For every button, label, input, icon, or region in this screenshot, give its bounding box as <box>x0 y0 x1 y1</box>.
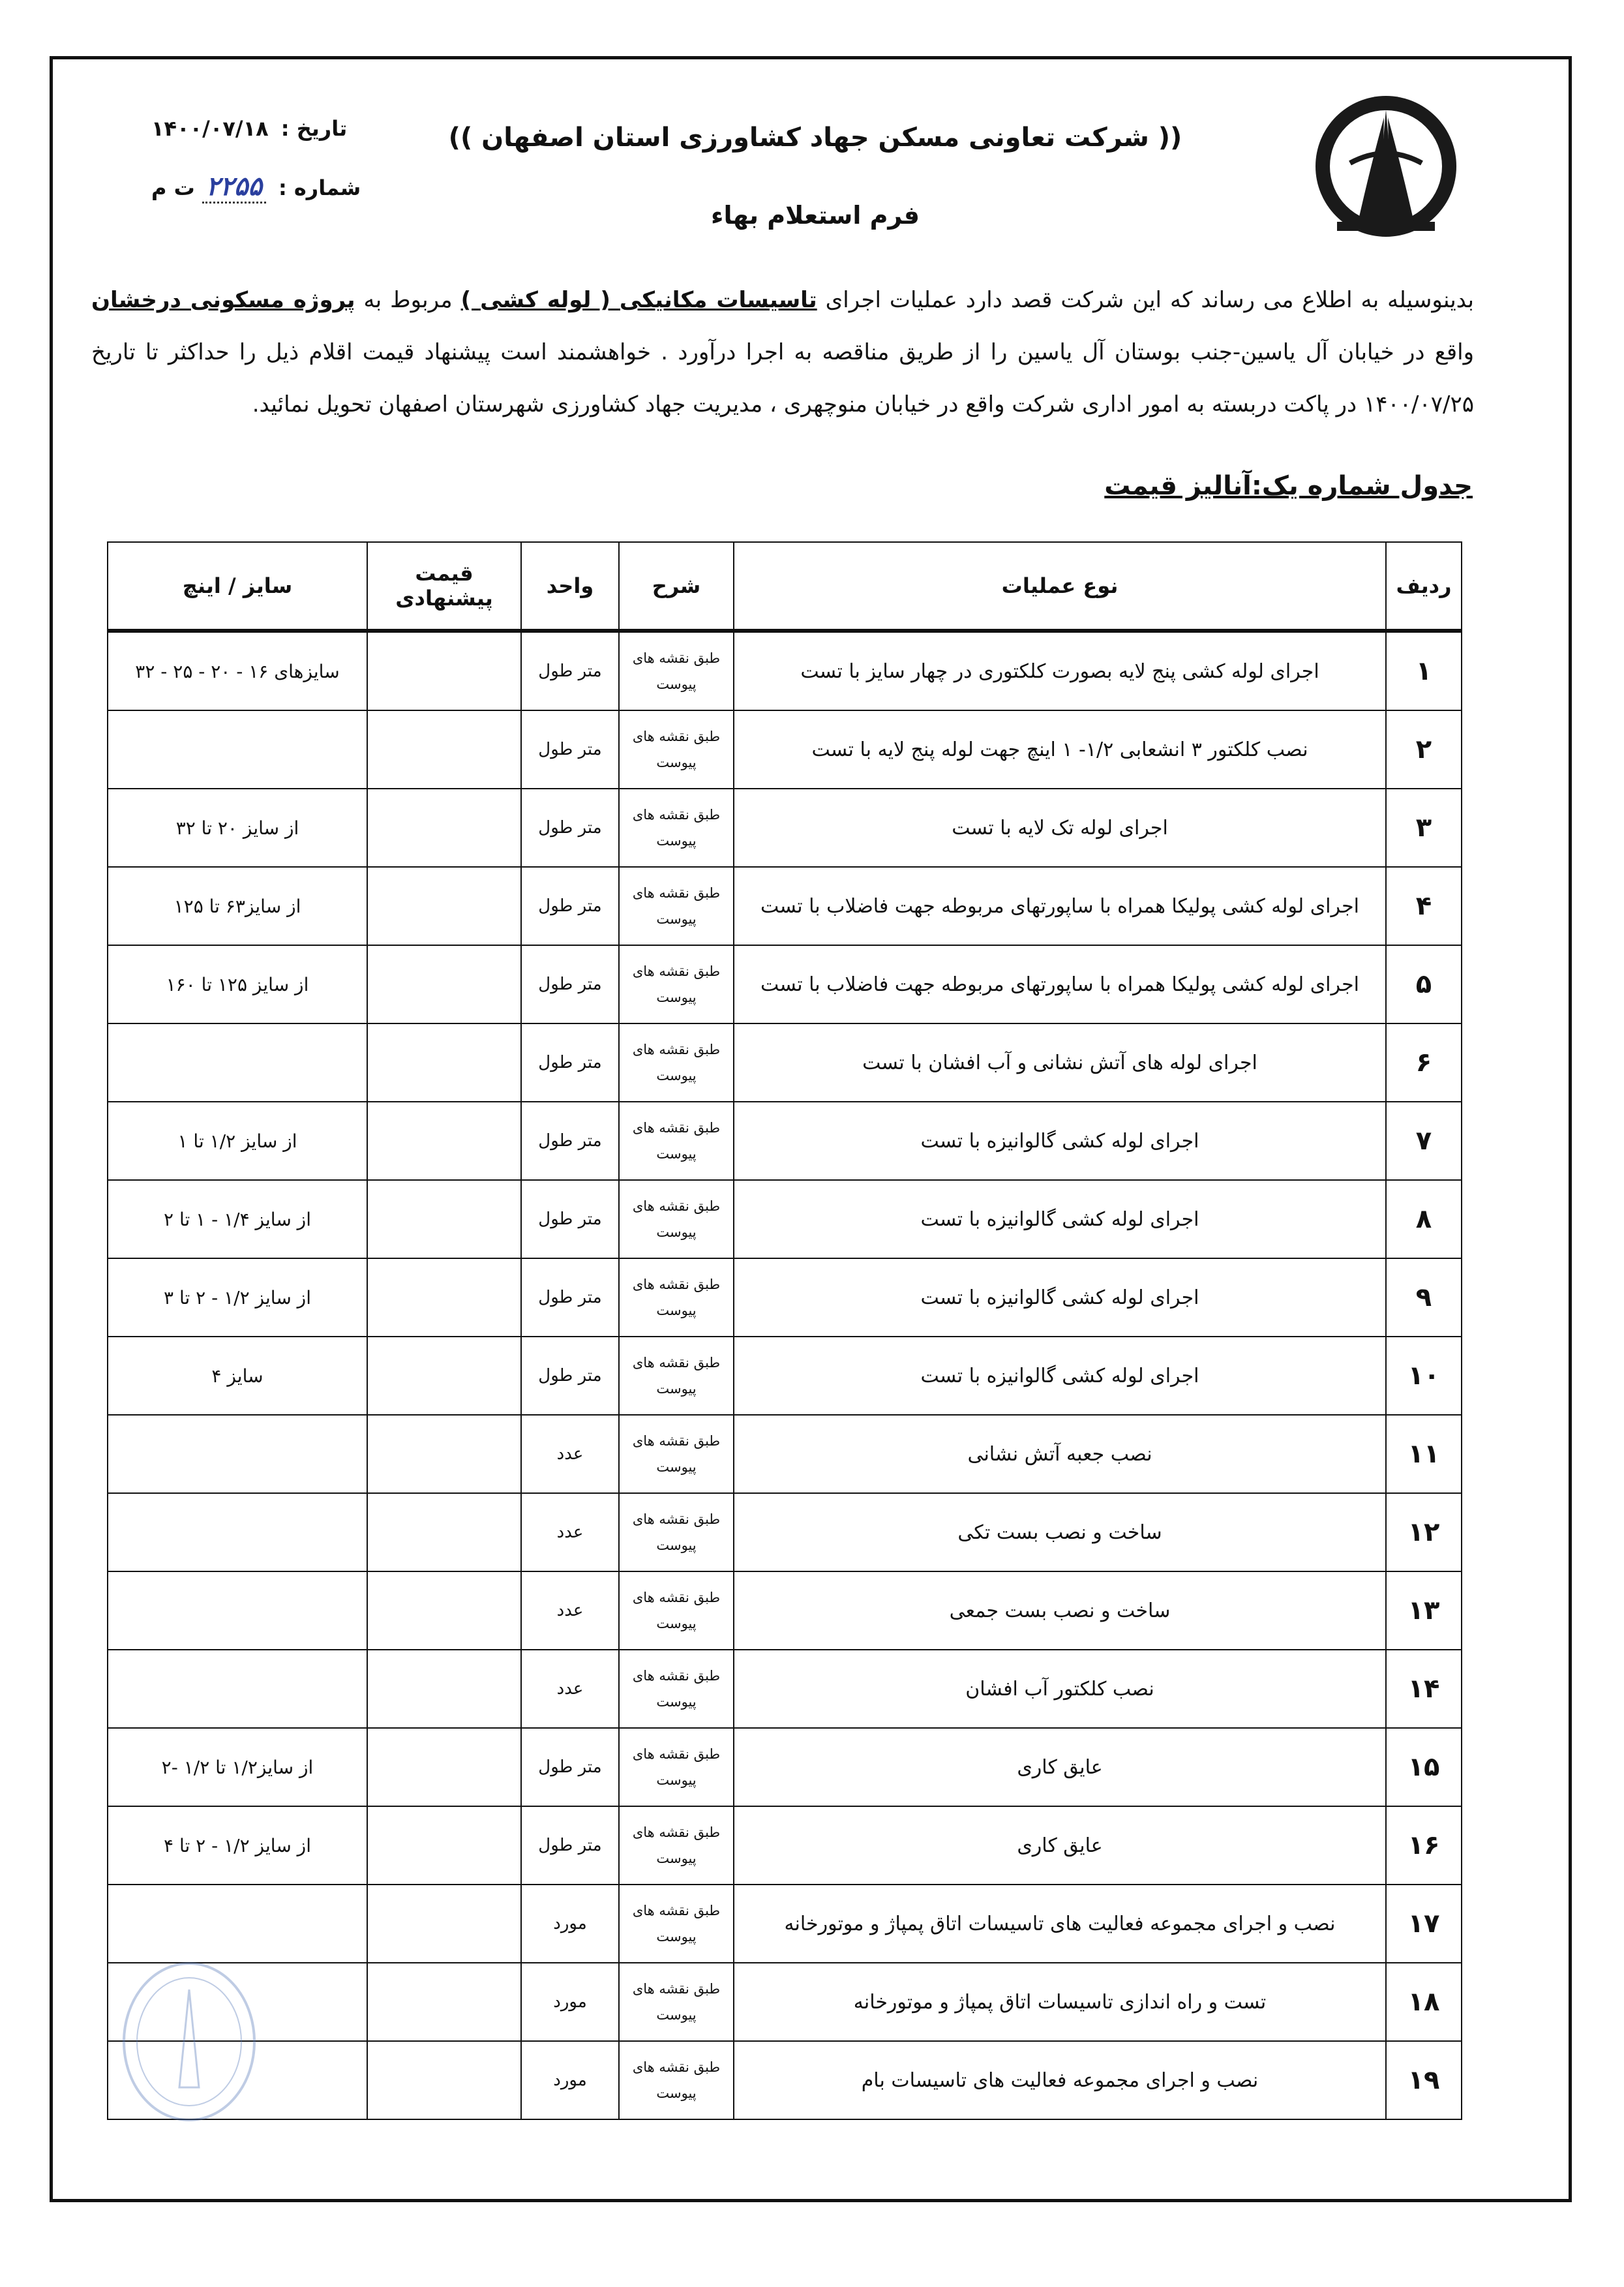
operation-cell: عایق کاری <box>734 1806 1386 1885</box>
row-number-cell: ۶ <box>1386 1023 1462 1102</box>
unit-cell: عدد <box>521 1415 619 1493</box>
size-cell: از سایز ۱/۲ - ۲ تا ۴ <box>108 1806 367 1885</box>
row-number-cell: ۳ <box>1386 789 1462 867</box>
size-cell: از سایز ۱۲۵ تا ۱۶۰ <box>108 945 367 1023</box>
operation-cell: نصب کلکتور ۳ انشعابی ۱/۲- ۱ اینچ جهت لوله پنج لایه با تست <box>734 710 1386 789</box>
table-header-row <box>108 542 1462 631</box>
description-cell: طبق نقشه های پیوست <box>619 2041 734 2119</box>
operation-cell: اجرای لوله کشی گالوانیزه با تست <box>734 1180 1386 1258</box>
operation-cell: اجرای لوله های آتش نشانی و آب افشان با تست <box>734 1023 1386 1102</box>
header-description: شرح <box>619 542 734 631</box>
operation-cell: اجرای لوله تک لایه با تست <box>734 789 1386 867</box>
row-number-cell: ۱۲ <box>1386 1493 1462 1571</box>
unit-cell: متر طول <box>521 789 619 867</box>
table-row <box>108 1415 1462 1493</box>
proposed-price-cell <box>367 867 521 945</box>
unit-cell: متر طول <box>521 1023 619 1102</box>
size-cell: از سایز ۲۰ تا ۳۲ <box>108 789 367 867</box>
proposed-price-cell <box>367 1023 521 1102</box>
description-cell: طبق نقشه های پیوست <box>619 1023 734 1102</box>
unit-cell: متر طول <box>521 1806 619 1885</box>
size-cell: از سایز۶۳ تا ۱۲۵ <box>108 867 367 945</box>
description-cell: طبق نقشه های پیوست <box>619 1415 734 1493</box>
row-number-cell: ۸ <box>1386 1180 1462 1258</box>
proposed-price-cell <box>367 1102 521 1180</box>
operation-cell: نصب و اجرای مجموعه فعالیت های تاسیسات بام <box>734 2041 1386 2119</box>
unit-cell: متر طول <box>521 1337 619 1415</box>
operation-cell: نصب کلکتور آب افشان <box>734 1650 1386 1728</box>
operation-cell: اجرای لوله کشی پولیکا همراه با ساپورتهای مربوطه جهت فاضلاب با تست <box>734 945 1386 1023</box>
unit-cell: عدد <box>521 1571 619 1650</box>
intro-highlight-project-name: پروژه مسکونی درخشان <box>91 287 355 313</box>
table-row <box>108 1650 1462 1728</box>
table-row <box>108 1180 1462 1258</box>
description-cell: طبق نقشه های پیوست <box>619 1728 734 1806</box>
proposed-price-cell <box>367 1650 521 1728</box>
operation-cell: اجرای لوله کشی پولیکا همراه با ساپورتهای مربوطه جهت فاضلاب با تست <box>734 867 1386 945</box>
number-suffix: ت م <box>151 175 195 200</box>
size-cell: سایز ۴ <box>108 1337 367 1415</box>
description-cell: طبق نقشه های پیوست <box>619 1571 734 1650</box>
proposed-price-cell <box>367 1180 521 1258</box>
unit-cell: مورد <box>521 1885 619 1963</box>
proposed-price-cell <box>367 789 521 867</box>
proposed-price-cell <box>367 710 521 789</box>
table-body <box>108 631 1462 2119</box>
date-value: ۱۴۰۰/۰۷/۱۸ <box>151 116 269 141</box>
operation-cell: ساخت و نصب بست جمعی <box>734 1571 1386 1650</box>
proposed-price-cell <box>367 1337 521 1415</box>
table-row <box>108 631 1462 710</box>
intro-part-3: واقع در خیابان آل یاسین-جنب بوستان آل یاسین را از طریق مناقصه به اجرا درآورد . خواهشمند است پیشنهاد قیمت اقلام ذیل را حداکثر تا تاریخ ۱۴۰۰/۰۷/۲۵ در پاکت دربسته به امور اداری شرکت واقع در خیابان منوچهری ، مدیریت جهاد کشاورزی شهرستان اصفهان تحویل نمائید. <box>91 339 1474 417</box>
table-row <box>108 1885 1462 1963</box>
row-number-cell: ۷ <box>1386 1102 1462 1180</box>
operation-cell: اجرای لوله کشی پنج لایه بصورت کلکتوری در چهار سایز با تست <box>734 631 1386 710</box>
size-cell <box>108 1650 367 1728</box>
row-number-cell: ۴ <box>1386 867 1462 945</box>
date-line <box>151 116 347 141</box>
table-row <box>108 1102 1462 1180</box>
intro-part-2: مربوط به <box>355 287 461 313</box>
size-cell <box>108 1571 367 1650</box>
description-cell: طبق نقشه های پیوست <box>619 710 734 789</box>
table-row <box>108 789 1462 867</box>
description-cell: طبق نقشه های پیوست <box>619 945 734 1023</box>
size-cell: از سایز ۱/۲ تا ۱ <box>108 1102 367 1180</box>
operation-cell: نصب و اجرای مجموعه فعالیت های تاسیسات اتاق پمپاژ و موتورخانه <box>734 1885 1386 1963</box>
description-cell: طبق نقشه های پیوست <box>619 631 734 710</box>
description-cell: طبق نقشه های پیوست <box>619 1963 734 2041</box>
organization-title: (( شرکت تعاونی مسکن جهاد کشاورزی استان اصفهان )) <box>448 123 1182 153</box>
row-number-cell: ۱ <box>1386 631 1462 710</box>
table-row <box>108 710 1462 789</box>
proposed-price-cell <box>367 1806 521 1885</box>
table-row <box>108 1023 1462 1102</box>
number-label: شماره : <box>278 175 361 200</box>
proposed-price-cell <box>367 1493 521 1571</box>
description-cell: طبق نقشه های پیوست <box>619 1258 734 1337</box>
proposed-price-cell <box>367 2041 521 2119</box>
unit-cell: عدد <box>521 1493 619 1571</box>
table-row <box>108 1493 1462 1571</box>
table-row <box>108 1337 1462 1415</box>
description-cell: طبق نقشه های پیوست <box>619 1337 734 1415</box>
table-row <box>108 2041 1462 2119</box>
size-cell <box>108 1415 367 1493</box>
size-cell: از سایز ۱/۴ - ۱ تا ۲ <box>108 1180 367 1258</box>
row-number-cell: ۲ <box>1386 710 1462 789</box>
description-cell: طبق نقشه های پیوست <box>619 1180 734 1258</box>
proposed-price-cell <box>367 631 521 710</box>
unit-cell: مورد <box>521 2041 619 2119</box>
unit-cell: متر طول <box>521 710 619 789</box>
operation-cell: نصب جعبه آتش نشانی <box>734 1415 1386 1493</box>
unit-cell: متر طول <box>521 1102 619 1180</box>
proposed-price-cell <box>367 1258 521 1337</box>
description-cell: طبق نقشه های پیوست <box>619 867 734 945</box>
table-row <box>108 1258 1462 1337</box>
description-cell: طبق نقشه های پیوست <box>619 1885 734 1963</box>
size-cell <box>108 1493 367 1571</box>
unit-cell: متر طول <box>521 1180 619 1258</box>
operation-cell: تست و راه اندازی تاسیسات اتاق پمپاژ و موتورخانه <box>734 1963 1386 2041</box>
description-cell: طبق نقشه های پیوست <box>619 1806 734 1885</box>
proposed-price-cell <box>367 1571 521 1650</box>
proposed-price-cell <box>367 1415 521 1493</box>
section-heading: جدول شماره یک:آنالیز قیمت <box>1104 471 1473 501</box>
header-operation-type: نوع عملیات <box>734 542 1386 631</box>
row-number-cell: ۹ <box>1386 1258 1462 1337</box>
row-number-cell: ۱۴ <box>1386 1650 1462 1728</box>
unit-cell: متر طول <box>521 1258 619 1337</box>
description-cell: طبق نقشه های پیوست <box>619 1102 734 1180</box>
size-cell <box>108 1023 367 1102</box>
number-value: ۲۲۵۵ <box>202 171 266 204</box>
unit-cell: متر طول <box>521 1728 619 1806</box>
header-row-number: ردیف <box>1386 542 1462 631</box>
row-number-cell: ۱۰ <box>1386 1337 1462 1415</box>
row-number-cell: ۱۶ <box>1386 1806 1462 1885</box>
size-cell: سایزهای ۱۶ - ۲۰ - ۲۵ - ۳۲ <box>108 631 367 710</box>
table-row <box>108 1963 1462 2041</box>
description-cell: طبق نقشه های پیوست <box>619 1493 734 1571</box>
size-cell <box>108 1885 367 1963</box>
proposed-price-cell <box>367 1885 521 1963</box>
unit-cell: متر طول <box>521 631 619 710</box>
row-number-cell: ۱۵ <box>1386 1728 1462 1806</box>
operation-cell: اجرای لوله کشی گالوانیزه با تست <box>734 1258 1386 1337</box>
intro-highlight-project-type: تاسیسات مکانیکی ( لوله کشی ) <box>460 287 817 313</box>
operation-cell: اجرای لوله کشی گالوانیزه با تست <box>734 1337 1386 1415</box>
description-cell: طبق نقشه های پیوست <box>619 1650 734 1728</box>
date-label: تاریخ : <box>280 116 348 141</box>
table-row <box>108 1571 1462 1650</box>
header-proposed-price: قیمت پیشنهادی <box>367 542 521 631</box>
unit-cell: عدد <box>521 1650 619 1728</box>
table-row <box>108 1728 1462 1806</box>
intro-paragraph <box>91 274 1474 431</box>
tower-logo-icon <box>1311 91 1461 241</box>
table-row <box>108 945 1462 1023</box>
unit-cell: مورد <box>521 1963 619 2041</box>
proposed-price-cell <box>367 945 521 1023</box>
row-number-cell: ۱۸ <box>1386 1963 1462 2041</box>
size-cell <box>108 710 367 789</box>
table-row <box>108 867 1462 945</box>
unit-cell: متر طول <box>521 945 619 1023</box>
price-analysis-table <box>107 541 1462 2120</box>
round-stamp-icon <box>117 1957 261 2127</box>
row-number-cell: ۱۱ <box>1386 1415 1462 1493</box>
row-number-cell: ۱۹ <box>1386 2041 1462 2119</box>
unit-cell: متر طول <box>521 867 619 945</box>
row-number-cell: ۵ <box>1386 945 1462 1023</box>
proposed-price-cell <box>367 1728 521 1806</box>
description-cell: طبق نقشه های پیوست <box>619 789 734 867</box>
proposed-price-cell <box>367 1963 521 2041</box>
size-cell: از سایز۱/۲ تا ۱/۲ -۲ <box>108 1728 367 1806</box>
operation-cell: ساخت و نصب بست تکی <box>734 1493 1386 1571</box>
operation-cell: عایق کاری <box>734 1728 1386 1806</box>
intro-part-1: بدینوسیله به اطلاع می رساند که این شرکت قصد دارد عملیات اجرای <box>817 287 1474 313</box>
form-title: فرم استعلام بهاء <box>711 201 920 230</box>
header-unit: واحد <box>521 542 619 631</box>
row-number-cell: ۱۳ <box>1386 1571 1462 1650</box>
size-cell: از سایز ۱/۲ - ۲ تا ۳ <box>108 1258 367 1337</box>
table-row <box>108 1806 1462 1885</box>
row-number-cell: ۱۷ <box>1386 1885 1462 1963</box>
header-size-inch: سایز / اینچ <box>108 542 367 631</box>
operation-cell: اجرای لوله کشی گالوانیزه با تست <box>734 1102 1386 1180</box>
number-line <box>151 171 361 202</box>
